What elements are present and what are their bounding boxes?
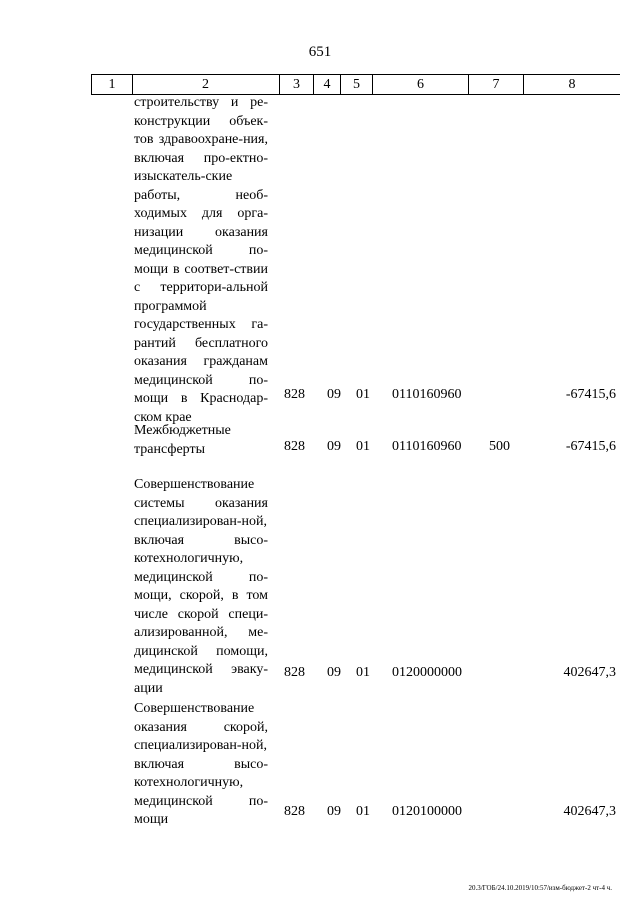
row-col-5: 01	[356, 804, 370, 819]
row-col-8: -67415,6	[565, 439, 616, 454]
row-col-3: 828	[284, 387, 305, 402]
row-col-4: 09	[327, 665, 341, 680]
row-col-5: 01	[356, 439, 370, 454]
row-col-7: 500	[489, 439, 510, 454]
row-description: строительству и ре-конструкции объек-тов здравоохране-ния, включая про-ектно-изыскатель-ские работы, необ-ходимых для орга-низации оказания медицинской по-мощи в соответ-ствии с территори-альной программой государственных га-рантий бесплатного оказания гражданам медицинской по-мощи в Краснодар-ском крае	[134, 95, 268, 425]
table-header	[91, 74, 620, 95]
footer-note: 20.3/ГОБ/24.10.2019/10:57/изм-бюджет-2 чт-4 ч.	[468, 884, 612, 892]
header-col-4: 4	[314, 75, 341, 94]
row-col-8: -67415,6	[565, 387, 616, 402]
header-col-1: 1	[91, 75, 133, 94]
row-col-6: 0120100000	[392, 804, 462, 819]
row-col-3: 828	[284, 804, 305, 819]
row-col-5: 01	[356, 665, 370, 680]
row-col-4: 09	[327, 387, 341, 402]
row-col-3: 828	[284, 439, 305, 454]
row-col-6: 0110160960	[392, 387, 462, 402]
page-number: 651	[308, 44, 332, 60]
row-description: Совершенствование оказания скорой, специализирован-ной, включая высо-котехнологичную, медицинской по-мощи	[134, 701, 268, 827]
row-col-5: 01	[356, 387, 370, 402]
row-col-4: 09	[327, 804, 341, 819]
row-col-6: 0110160960	[392, 439, 462, 454]
header-col-5: 5	[341, 75, 373, 94]
row-col-8: 402647,3	[563, 665, 616, 680]
header-col-7: 7	[469, 75, 524, 94]
row-col-6: 0120000000	[392, 665, 462, 680]
row-col-3: 828	[284, 665, 305, 680]
row-description: Совершенствование системы оказания специализирован-ной, включая высо-котехнологичную, медицинской по-мощи, скорой, в том числе скорой специ-ализированной, ме-дицинской помощи, медицинской эваку-ации	[134, 477, 268, 696]
header-col-2: 2	[132, 75, 280, 94]
header-col-8: 8	[568, 77, 576, 92]
row-description: Межбюджетные трансферты	[134, 423, 231, 457]
row-col-8: 402647,3	[563, 804, 616, 819]
row-col-4: 09	[327, 439, 341, 454]
header-col-3: 3	[280, 75, 314, 94]
header-col-6: 6	[373, 75, 469, 94]
